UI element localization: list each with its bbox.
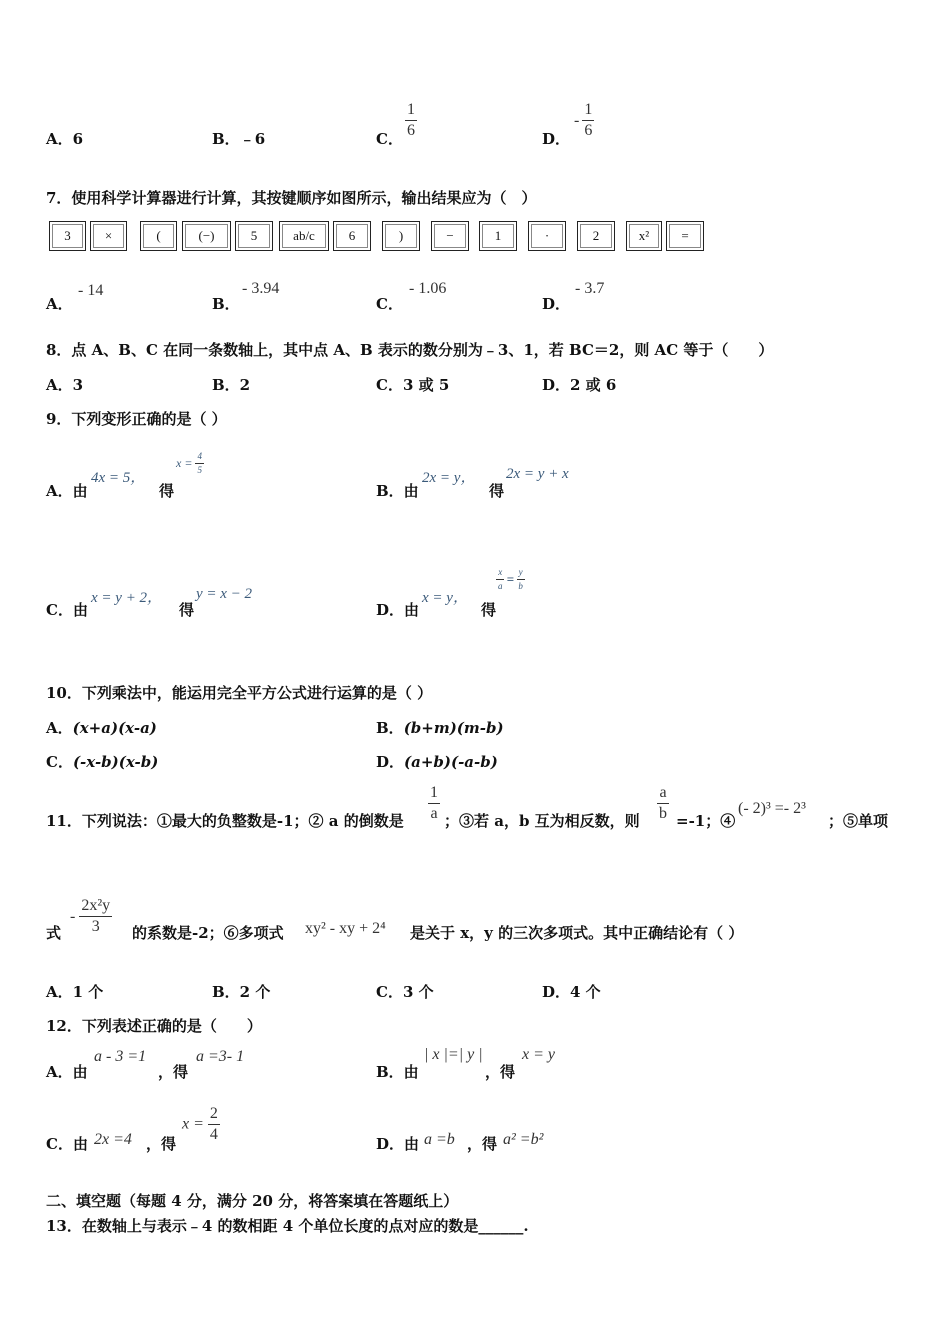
q11-fraction-2: $\frac{a}{b}$ — [659, 784, 667, 822]
q12-option-a-label: A．由 — [46, 1063, 88, 1081]
q12-option-b-label: B．由 — [376, 1063, 419, 1081]
q7-option-a-value: - 14 — [78, 282, 104, 299]
calc-key: 1 — [479, 221, 517, 251]
q10-option-d: D．(a+b)(-a-b) — [376, 753, 498, 771]
q9-option-a-de: 得 — [159, 482, 175, 500]
calc-key: 6 — [333, 221, 371, 251]
q10-option-c: C．(-x-b)(x-b) — [46, 753, 159, 771]
q12-option-d-de: ，得 — [467, 1135, 498, 1153]
q7-option-b-label: B． — [212, 295, 240, 313]
q11-expr-4: (- 2)³ =- 2³ — [738, 800, 806, 817]
q9-option-d-result: $\frac{x}{a}$ = $\frac{y}{b}$ — [498, 567, 523, 591]
q11-option-c: C．3 个 — [376, 983, 434, 1001]
calc-key: 3 — [49, 221, 86, 251]
q9-stem: 9．下列变形正确的是（ ） — [46, 410, 227, 428]
q7-option-c-label: C． — [376, 295, 403, 313]
q11-text-2: ；③若 a，b 互为相反数，则 — [444, 812, 640, 830]
q10-option-b: B．(b+m)(m-b) — [376, 719, 504, 737]
q7-option-d-label: D． — [542, 295, 571, 313]
calc-key: x² — [626, 221, 662, 251]
calc-key: ab/c — [279, 221, 329, 251]
q9-option-a-cond: 4x = 5， — [91, 470, 146, 486]
q10-stem: 10．下列乘法中，能运用完全平方公式进行运算的是（ ） — [46, 684, 433, 702]
q7-stem: 7．使用科学计算器进行计算，其按键顺序如图所示，输出结果应为（ ） — [46, 189, 537, 207]
q12-option-c-result: x = $\frac{2}{4}$ — [182, 1105, 218, 1143]
q11-option-a: A．1 个 — [46, 983, 104, 1001]
q9-option-c-cond: x = y + 2， — [91, 590, 163, 606]
q8-stem: 8．点 A、B、C 在同一条数轴上，其中点 A、B 表示的数分别为﹣3、1，若 BC＝2，则 AC 等于（ ） — [46, 341, 774, 359]
calc-key: 2 — [577, 221, 615, 251]
q11-text-7: 是关于 x，y 的三次多项式。其中正确结论有（ ） — [410, 924, 744, 942]
q10-option-a: A．(x+a)(x-a) — [46, 719, 157, 737]
q11-text-6: 的系数是-2；⑥多项式 — [132, 924, 284, 942]
q12-option-d-result: a² =b² — [503, 1131, 544, 1148]
calc-key: = — [666, 221, 704, 251]
q7-option-c-value: - 1.06 — [409, 280, 447, 297]
q6-option-c-label: C． — [376, 130, 403, 148]
q9-option-b-label: B．由 — [376, 482, 419, 500]
q11-text-4: ；⑤单项 — [828, 812, 889, 830]
q12-option-b-result: x = y — [522, 1046, 555, 1063]
calc-key: · — [528, 221, 566, 251]
q11-fraction-3: - $\frac{\text{2x²y}}{3}$ — [70, 897, 111, 935]
q6-option-d-fraction: - $\frac{1}{6}$ — [574, 101, 593, 139]
q13-stem: 13．在数轴上与表示﹣4 的数相距 4 个单位长度的点对应的数是______. — [46, 1217, 529, 1235]
calc-key: ) — [382, 221, 420, 251]
q12-option-b-cond: | x |=| y | — [424, 1046, 483, 1063]
q11-option-d: D．4 个 — [542, 983, 601, 1001]
q9-option-b-de: 得 — [489, 482, 505, 500]
q12-option-a-cond: a - 3 =1 — [94, 1048, 147, 1065]
q7-option-b-value: - 3.94 — [242, 280, 280, 297]
q12-option-c-label: C．由 — [46, 1135, 88, 1153]
q9-option-d-de: 得 — [481, 601, 497, 619]
section-heading: 二、填空题（每题 4 分，满分 20 分，将答案填在答题纸上） — [46, 1192, 459, 1210]
q12-stem: 12．下列表述正确的是（ ） — [46, 1017, 262, 1035]
q9-option-d-cond: x = y， — [422, 590, 468, 606]
q9-option-b-result: 2x = y + x — [506, 466, 569, 482]
q9-option-c-result: y = x − 2 — [196, 586, 253, 602]
q6-option-c-fraction: $\frac{1}{6}$ — [407, 101, 415, 139]
q9-option-b-cond: 2x = y， — [422, 470, 476, 486]
q12-option-c-de: ，得 — [146, 1135, 177, 1153]
q8-option-a: A．3 — [46, 376, 84, 394]
q11-text-3: =-1；④ — [676, 812, 736, 830]
q8-option-d: D．2 或 6 — [542, 376, 617, 394]
q7-option-d-value: - 3.7 — [575, 280, 605, 297]
q7-option-a-label: A． — [46, 295, 73, 313]
calc-key: − — [431, 221, 469, 251]
q12-option-a-de: ，得 — [158, 1063, 189, 1081]
q11-text-5: 式 — [46, 924, 62, 942]
q12-option-b-de: ，得 — [485, 1063, 516, 1081]
q6-option-d-label: D． — [542, 130, 571, 148]
q9-option-c-de: 得 — [179, 601, 195, 619]
q8-option-b: B．2 — [212, 376, 251, 394]
q12-option-d-cond: a =b — [424, 1131, 455, 1148]
q9-option-c-label: C．由 — [46, 601, 88, 619]
q12-option-c-cond: 2x =4 — [94, 1131, 132, 1148]
q12-option-a-result: a =3- 1 — [196, 1048, 245, 1065]
calc-key: ( — [140, 221, 177, 251]
q11-option-b: B．2 个 — [212, 983, 271, 1001]
q11-polynomial: xy² - xy + 2⁴ — [305, 920, 386, 937]
q9-option-a-label: A．由 — [46, 482, 88, 500]
q6-option-a: A．6 — [46, 130, 84, 148]
q6-option-b: B．﹣6 — [212, 130, 266, 148]
q12-option-d-label: D．由 — [376, 1135, 420, 1153]
q8-option-c: C．3 或 5 — [376, 376, 450, 394]
calc-key: 5 — [235, 221, 273, 251]
q11-fraction-1: $\frac{1}{a}$ — [430, 784, 438, 822]
q9-option-a-result: x = $\frac{4}{5}$ — [176, 451, 202, 475]
q11-text-1: 11．下列说法：①最大的负整数是-1；② a 的倒数是 — [46, 812, 404, 830]
q9-option-d-label: D．由 — [376, 601, 420, 619]
calc-key: (−) — [182, 221, 231, 251]
calc-key: × — [90, 221, 127, 251]
